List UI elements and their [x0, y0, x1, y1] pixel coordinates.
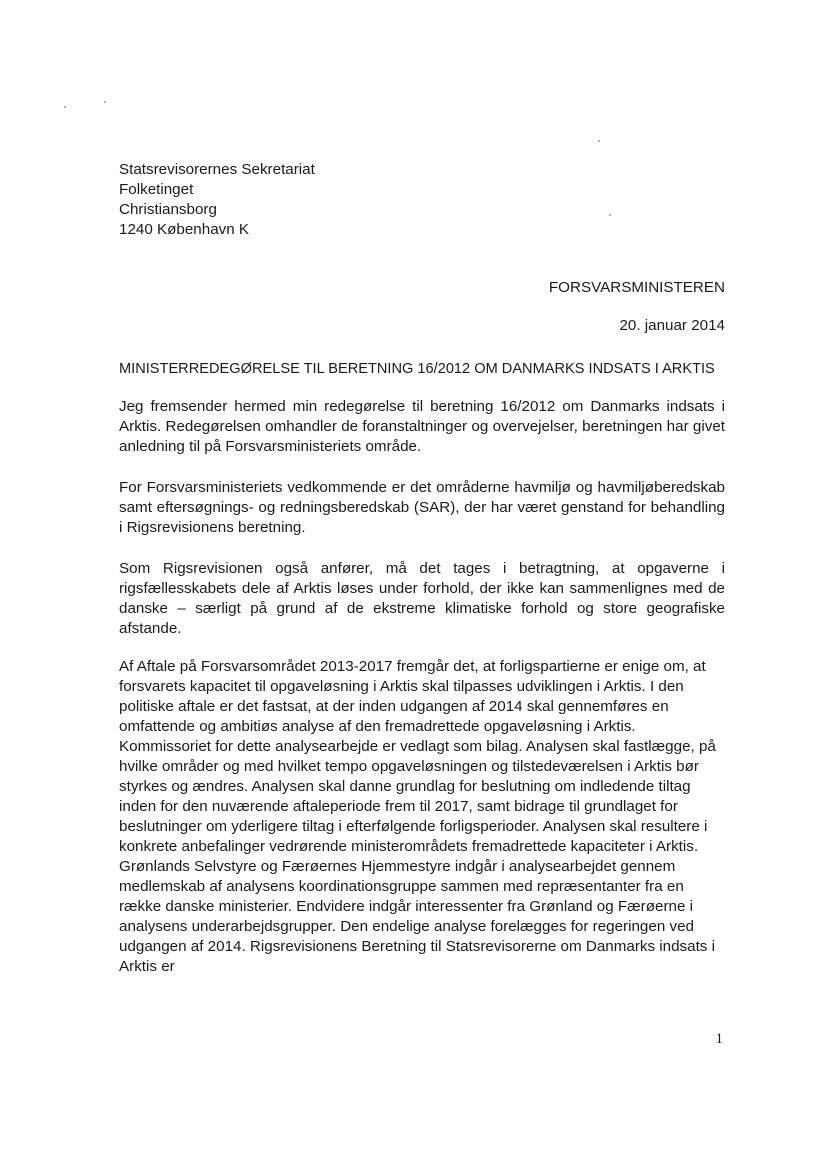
scan-speck [64, 106, 66, 108]
sender-title: FORSVARSMINISTEREN [548, 279, 725, 296]
scan-speck [104, 101, 106, 103]
recipient-line-2: Folketinget [119, 181, 194, 198]
recipient-line-3: Christiansborg [119, 201, 217, 218]
recipient-line-1: Statsrevisorernes Sekretariat [119, 161, 315, 178]
body-paragraph-2: For Forsvarsministeriets vedkommende er det områderne havmiljø og havmiljøberedskab samt eftersøgnings- og redningsberedskab (SAR), der har været genstand for behandling i Rigsrevisionens beretning. [119, 479, 725, 536]
recipient-address [119, 160, 619, 240]
body-paragraph-1: Jeg fremsender hermed min redegørelse til beretning 16/2012 om Danmarks indsats i Arktis. Redegørelsen omhandler de foranstaltninger og overvejelser, beretningen har givet anledning til på Forsvarsministeriets område. [119, 398, 725, 455]
body-paragraph-4: Af Aftale på Forsvarsområdet 2013-2017 fremgår det, at forligspartierne er enige om, at forsvarets kapacitet til opgaveløsning i Arktis skal tilpasses udviklingen i Arktis. I den politiske aftale er det fastsat, at der inden udgangen af 2014 skal gennemføres en omfattende og ambitiøs analyse af den fremadrettede opgaveløsning i Arktis. Kommissoriet for dette analysearbejde er vedlagt som bilag. Analysen skal fastlægge, på hvilke områder og med hvilket tempo opgaveløsningen og tilstedeværelsen i Arktis bør styrkes og ændres. Analysen skal danne grundlag for beslutning om indledende tiltag inden for den nuværende aftaleperiode frem til 2017, samt bidrage til grundlaget for beslutninger om yderligere tiltag i efterfølgende forligsperioder. Analysen skal resultere i konkrete anbefalinger vedrørende ministerområdets fremadrettede kapaciteter i Arktis. Grønlands Selvstyre og Færøernes Hjemmestyre indgår i analysearbejdet gennem medlemskab af analysens koordinationsgruppe sammen med repræsentanter fra en række danske ministerier. Endvidere indgår interessenter fra Grønland og Færøerne i analysens underarbejdsgrupper. Den endelige analyse forelægges for regeringen ved udgangen af 2014. Rigsrevisionens Beretning til Statsrevisorerne om Danmarks indsats i Arktis er [119, 658, 716, 975]
letter-subject: MINISTERREDEGØRELSE TIL BERETNING 16/2012 OM DANMARKS INDSATS I ARKTIS [119, 361, 715, 377]
scan-speck [598, 140, 600, 142]
recipient-line-4: 1240 København K [119, 221, 250, 238]
page-number: 1 [715, 1031, 723, 1047]
body-paragraph-3: Som Rigsrevisionen også anfører, må det tages i betragtning, at opgaverne i rigsfællesskabets dele af Arktis løses under forhold, der ikke kan sammenlignes med de danske – særligt på grund af de ekstreme klimatiske forhold og store geografiske afstande. [119, 560, 725, 637]
letter-date: 20. januar 2014 [619, 317, 725, 334]
